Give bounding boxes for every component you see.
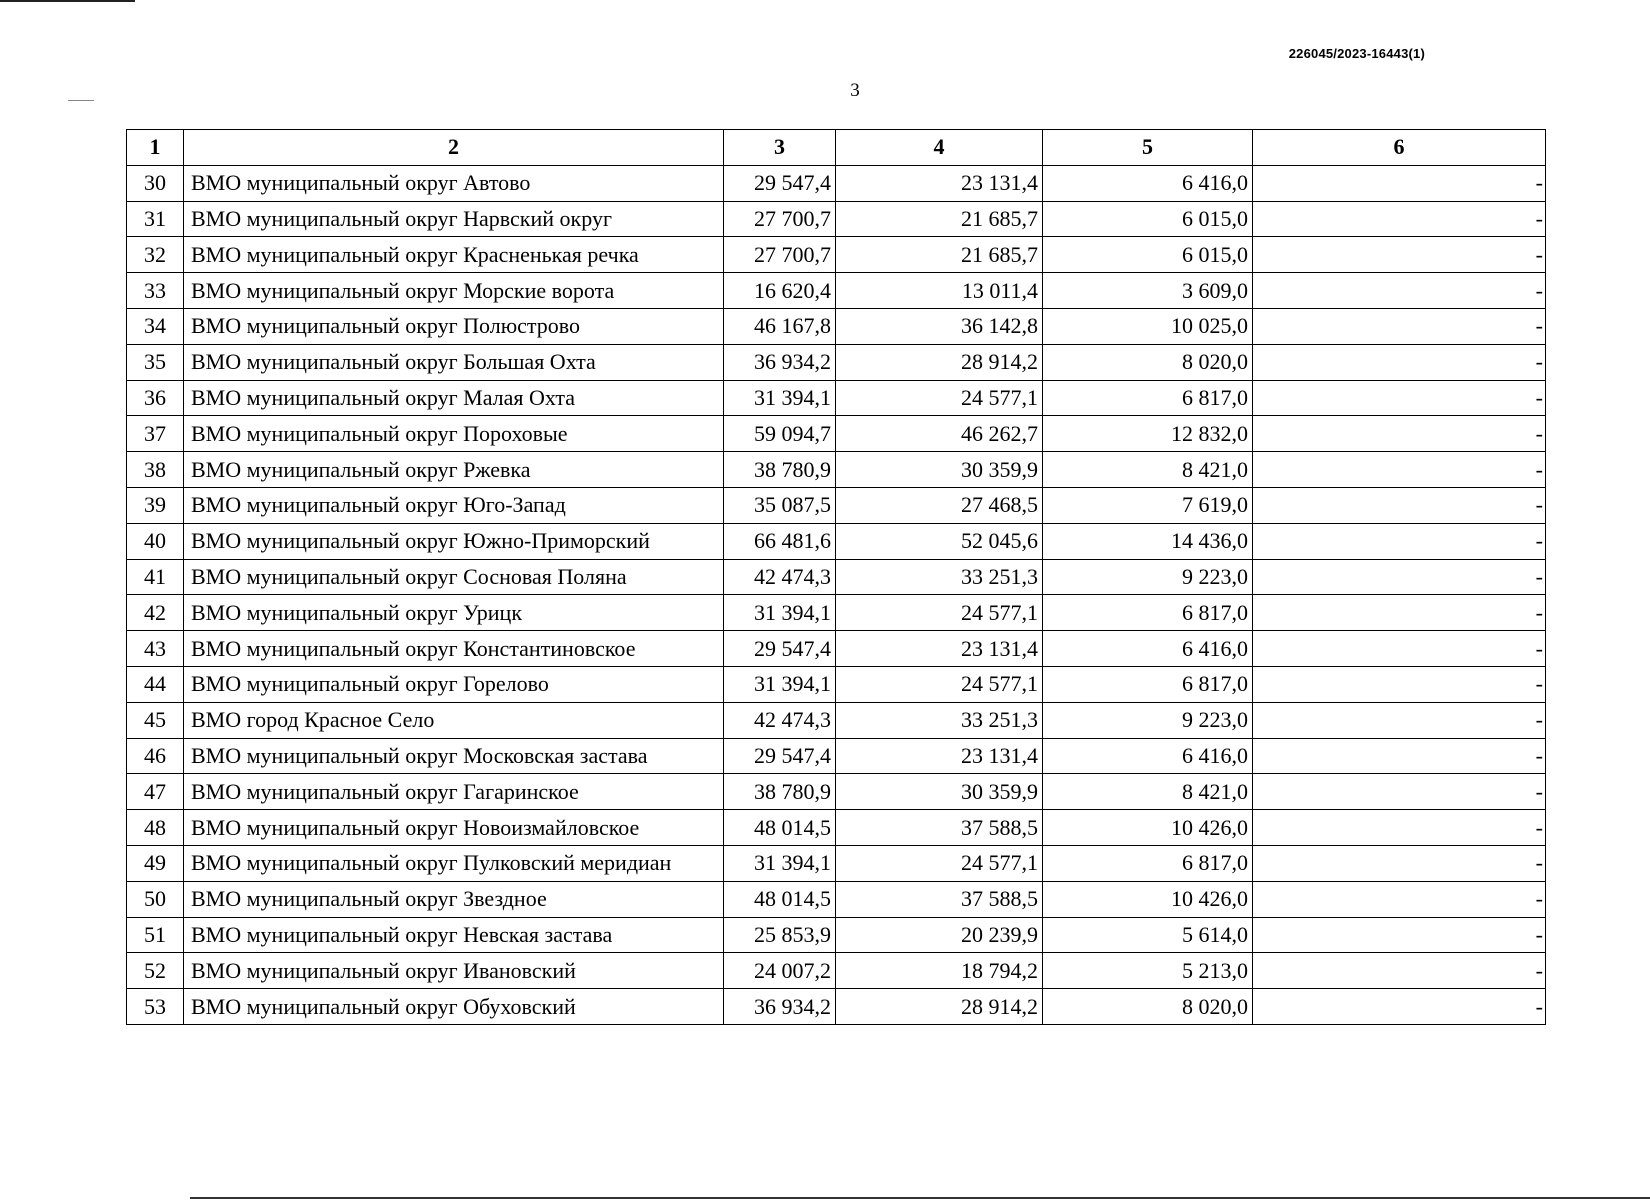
- column-5-value-cell: 8 421,0: [1043, 452, 1253, 488]
- column-3-value-cell: 48 014,5: [724, 810, 836, 846]
- row-number-cell: 52: [127, 953, 184, 989]
- column-4-value-cell: 24 577,1: [836, 666, 1043, 702]
- table-row: [127, 273, 1546, 309]
- row-number-cell: 33: [127, 273, 184, 309]
- table-row: [127, 702, 1546, 738]
- table-row: [127, 917, 1546, 953]
- column-5-value-cell: 9 223,0: [1043, 559, 1253, 595]
- column-6-value-cell: -: [1253, 989, 1546, 1025]
- table-row: [127, 165, 1546, 201]
- row-number-cell: 31: [127, 201, 184, 237]
- table-row: [127, 237, 1546, 273]
- column-4-value-cell: 24 577,1: [836, 380, 1043, 416]
- table-header-row: [127, 130, 1546, 166]
- column-5-value-cell: 5 213,0: [1043, 953, 1253, 989]
- municipality-name-cell: ВМО муниципальный округ Константиновское: [184, 631, 724, 667]
- column-4-value-cell: 23 131,4: [836, 631, 1043, 667]
- row-number-cell: 35: [127, 344, 184, 380]
- column-4-value-cell: 30 359,9: [836, 774, 1043, 810]
- column-3-value-cell: 31 394,1: [724, 845, 836, 881]
- column-4-value-cell: 24 577,1: [836, 595, 1043, 631]
- column-6-value-cell: -: [1253, 165, 1546, 201]
- column-6-value-cell: -: [1253, 738, 1546, 774]
- table-row: [127, 487, 1546, 523]
- column-5-value-cell: 8 020,0: [1043, 344, 1253, 380]
- column-3-value-cell: 36 934,2: [724, 989, 836, 1025]
- table-row: [127, 738, 1546, 774]
- column-4-value-cell: 20 239,9: [836, 917, 1043, 953]
- column-5-value-cell: 6 817,0: [1043, 845, 1253, 881]
- table-row: [127, 774, 1546, 810]
- table-row: [127, 595, 1546, 631]
- column-4-value-cell: 36 142,8: [836, 308, 1043, 344]
- column-4-value-cell: 18 794,2: [836, 953, 1043, 989]
- table-row: [127, 845, 1546, 881]
- column-3-value-cell: 27 700,7: [724, 237, 836, 273]
- column-3-value-cell: 31 394,1: [724, 595, 836, 631]
- table-row: [127, 201, 1546, 237]
- data-table: [126, 129, 1546, 1025]
- row-number-cell: 32: [127, 237, 184, 273]
- column-5-value-cell: 6 817,0: [1043, 666, 1253, 702]
- municipality-name-cell: ВМО муниципальный округ Юго-Запад: [184, 487, 724, 523]
- table-row: [127, 523, 1546, 559]
- municipality-name-cell: ВМО муниципальный округ Новоизмайловское: [184, 810, 724, 846]
- table-row: [127, 416, 1546, 452]
- column-6-value-cell: -: [1253, 631, 1546, 667]
- row-number-cell: 39: [127, 487, 184, 523]
- table-row: [127, 989, 1546, 1025]
- municipality-name-cell: ВМО муниципальный округ Автово: [184, 165, 724, 201]
- municipality-name-cell: ВМО муниципальный округ Большая Охта: [184, 344, 724, 380]
- column-header: 1: [127, 130, 184, 166]
- column-5-value-cell: 10 426,0: [1043, 881, 1253, 917]
- column-6-value-cell: -: [1253, 595, 1546, 631]
- column-6-value-cell: -: [1253, 845, 1546, 881]
- municipality-name-cell: ВМО муниципальный округ Гагаринское: [184, 774, 724, 810]
- column-3-value-cell: 48 014,5: [724, 881, 836, 917]
- row-number-cell: 49: [127, 845, 184, 881]
- page-number: 3: [850, 80, 860, 101]
- column-3-value-cell: 46 167,8: [724, 308, 836, 344]
- column-5-value-cell: 6 416,0: [1043, 738, 1253, 774]
- table-row: [127, 452, 1546, 488]
- column-5-value-cell: 12 832,0: [1043, 416, 1253, 452]
- municipality-name-cell: ВМО муниципальный округ Невская застава: [184, 917, 724, 953]
- row-number-cell: 40: [127, 523, 184, 559]
- column-3-value-cell: 36 934,2: [724, 344, 836, 380]
- municipality-name-cell: ВМО муниципальный округ Ивановский: [184, 953, 724, 989]
- row-number-cell: 44: [127, 666, 184, 702]
- row-number-cell: 51: [127, 917, 184, 953]
- row-number-cell: 30: [127, 165, 184, 201]
- column-4-value-cell: 24 577,1: [836, 845, 1043, 881]
- scan-edge-mark: [0, 0, 135, 2]
- column-6-value-cell: -: [1253, 810, 1546, 846]
- column-3-value-cell: 29 547,4: [724, 738, 836, 774]
- table-row: [127, 308, 1546, 344]
- column-4-value-cell: 28 914,2: [836, 344, 1043, 380]
- column-3-value-cell: 31 394,1: [724, 380, 836, 416]
- municipality-name-cell: ВМО муниципальный округ Южно-Приморский: [184, 523, 724, 559]
- column-6-value-cell: -: [1253, 308, 1546, 344]
- column-5-value-cell: 6 416,0: [1043, 165, 1253, 201]
- column-3-value-cell: 42 474,3: [724, 559, 836, 595]
- column-4-value-cell: 30 359,9: [836, 452, 1043, 488]
- row-number-cell: 34: [127, 308, 184, 344]
- column-6-value-cell: -: [1253, 273, 1546, 309]
- column-3-value-cell: 35 087,5: [724, 487, 836, 523]
- column-3-value-cell: 16 620,4: [724, 273, 836, 309]
- column-6-value-cell: -: [1253, 201, 1546, 237]
- column-header: 6: [1253, 130, 1546, 166]
- column-header: 4: [836, 130, 1043, 166]
- column-5-value-cell: 10 025,0: [1043, 308, 1253, 344]
- row-number-cell: 47: [127, 774, 184, 810]
- municipality-name-cell: ВМО муниципальный округ Пулковский меридиан: [184, 845, 724, 881]
- row-number-cell: 43: [127, 631, 184, 667]
- column-4-value-cell: 46 262,7: [836, 416, 1043, 452]
- municipality-name-cell: ВМО муниципальный округ Обуховский: [184, 989, 724, 1025]
- column-4-value-cell: 37 588,5: [836, 810, 1043, 846]
- column-3-value-cell: 38 780,9: [724, 452, 836, 488]
- table-row: [127, 344, 1546, 380]
- municipality-name-cell: ВМО муниципальный округ Нарвский округ: [184, 201, 724, 237]
- column-6-value-cell: -: [1253, 237, 1546, 273]
- column-6-value-cell: -: [1253, 881, 1546, 917]
- column-3-value-cell: 25 853,9: [724, 917, 836, 953]
- column-3-value-cell: 29 547,4: [724, 631, 836, 667]
- column-3-value-cell: 31 394,1: [724, 666, 836, 702]
- municipality-name-cell: ВМО муниципальный округ Пороховые: [184, 416, 724, 452]
- column-6-value-cell: -: [1253, 416, 1546, 452]
- municipality-name-cell: ВМО муниципальный округ Урицк: [184, 595, 724, 631]
- document-registration-number: 226045/2023-16443(1): [1288, 46, 1425, 61]
- column-5-value-cell: 6 817,0: [1043, 380, 1253, 416]
- row-number-cell: 46: [127, 738, 184, 774]
- row-number-cell: 41: [127, 559, 184, 595]
- column-3-value-cell: 59 094,7: [724, 416, 836, 452]
- column-5-value-cell: 7 619,0: [1043, 487, 1253, 523]
- municipality-name-cell: ВМО муниципальный округ Малая Охта: [184, 380, 724, 416]
- column-6-value-cell: -: [1253, 666, 1546, 702]
- row-number-cell: 42: [127, 595, 184, 631]
- row-number-cell: 53: [127, 989, 184, 1025]
- column-3-value-cell: 42 474,3: [724, 702, 836, 738]
- column-5-value-cell: 9 223,0: [1043, 702, 1253, 738]
- column-6-value-cell: -: [1253, 917, 1546, 953]
- municipality-name-cell: ВМО муниципальный округ Красненькая речка: [184, 237, 724, 273]
- column-5-value-cell: 8 421,0: [1043, 774, 1253, 810]
- column-6-value-cell: -: [1253, 953, 1546, 989]
- column-header: 5: [1043, 130, 1253, 166]
- column-4-value-cell: 21 685,7: [836, 201, 1043, 237]
- municipality-name-cell: ВМО муниципальный округ Ржевка: [184, 452, 724, 488]
- column-4-value-cell: 33 251,3: [836, 559, 1043, 595]
- column-4-value-cell: 23 131,4: [836, 738, 1043, 774]
- row-number-cell: 45: [127, 702, 184, 738]
- column-4-value-cell: 21 685,7: [836, 237, 1043, 273]
- column-5-value-cell: 6 416,0: [1043, 631, 1253, 667]
- municipality-name-cell: ВМО муниципальный округ Звездное: [184, 881, 724, 917]
- column-6-value-cell: -: [1253, 452, 1546, 488]
- row-number-cell: 48: [127, 810, 184, 846]
- column-4-value-cell: 28 914,2: [836, 989, 1043, 1025]
- column-6-value-cell: -: [1253, 702, 1546, 738]
- column-5-value-cell: 10 426,0: [1043, 810, 1253, 846]
- column-4-value-cell: 13 011,4: [836, 273, 1043, 309]
- column-4-value-cell: 33 251,3: [836, 702, 1043, 738]
- table-row: [127, 666, 1546, 702]
- row-number-cell: 50: [127, 881, 184, 917]
- municipality-name-cell: ВМО город Красное Село: [184, 702, 724, 738]
- municipality-name-cell: ВМО муниципальный округ Горелово: [184, 666, 724, 702]
- column-3-value-cell: 66 481,6: [724, 523, 836, 559]
- column-header: 3: [724, 130, 836, 166]
- column-header: 2: [184, 130, 724, 166]
- column-5-value-cell: 14 436,0: [1043, 523, 1253, 559]
- municipality-name-cell: ВМО муниципальный округ Морские ворота: [184, 273, 724, 309]
- column-4-value-cell: 52 045,6: [836, 523, 1043, 559]
- row-number-cell: 36: [127, 380, 184, 416]
- table-row: [127, 810, 1546, 846]
- table-row: [127, 881, 1546, 917]
- column-3-value-cell: 27 700,7: [724, 201, 836, 237]
- column-6-value-cell: -: [1253, 559, 1546, 595]
- column-5-value-cell: 6 015,0: [1043, 201, 1253, 237]
- column-3-value-cell: 29 547,4: [724, 165, 836, 201]
- column-6-value-cell: -: [1253, 523, 1546, 559]
- table-row: [127, 559, 1546, 595]
- municipality-name-cell: ВМО муниципальный округ Сосновая Поляна: [184, 559, 724, 595]
- scan-edge-mark: [190, 1197, 1650, 1199]
- table-row: [127, 380, 1546, 416]
- municipality-name-cell: ВМО муниципальный округ Полюстрово: [184, 308, 724, 344]
- table-body: [127, 165, 1546, 1024]
- column-6-value-cell: -: [1253, 380, 1546, 416]
- column-3-value-cell: 24 007,2: [724, 953, 836, 989]
- column-3-value-cell: 38 780,9: [724, 774, 836, 810]
- row-number-cell: 38: [127, 452, 184, 488]
- column-4-value-cell: 37 588,5: [836, 881, 1043, 917]
- column-6-value-cell: -: [1253, 487, 1546, 523]
- column-5-value-cell: 3 609,0: [1043, 273, 1253, 309]
- municipality-name-cell: ВМО муниципальный округ Московская застава: [184, 738, 724, 774]
- column-5-value-cell: 8 020,0: [1043, 989, 1253, 1025]
- column-4-value-cell: 23 131,4: [836, 165, 1043, 201]
- table-row: [127, 631, 1546, 667]
- column-6-value-cell: -: [1253, 344, 1546, 380]
- column-5-value-cell: 6 817,0: [1043, 595, 1253, 631]
- column-5-value-cell: 5 614,0: [1043, 917, 1253, 953]
- table-row: [127, 953, 1546, 989]
- column-4-value-cell: 27 468,5: [836, 487, 1043, 523]
- row-number-cell: 37: [127, 416, 184, 452]
- column-6-value-cell: -: [1253, 774, 1546, 810]
- column-5-value-cell: 6 015,0: [1043, 237, 1253, 273]
